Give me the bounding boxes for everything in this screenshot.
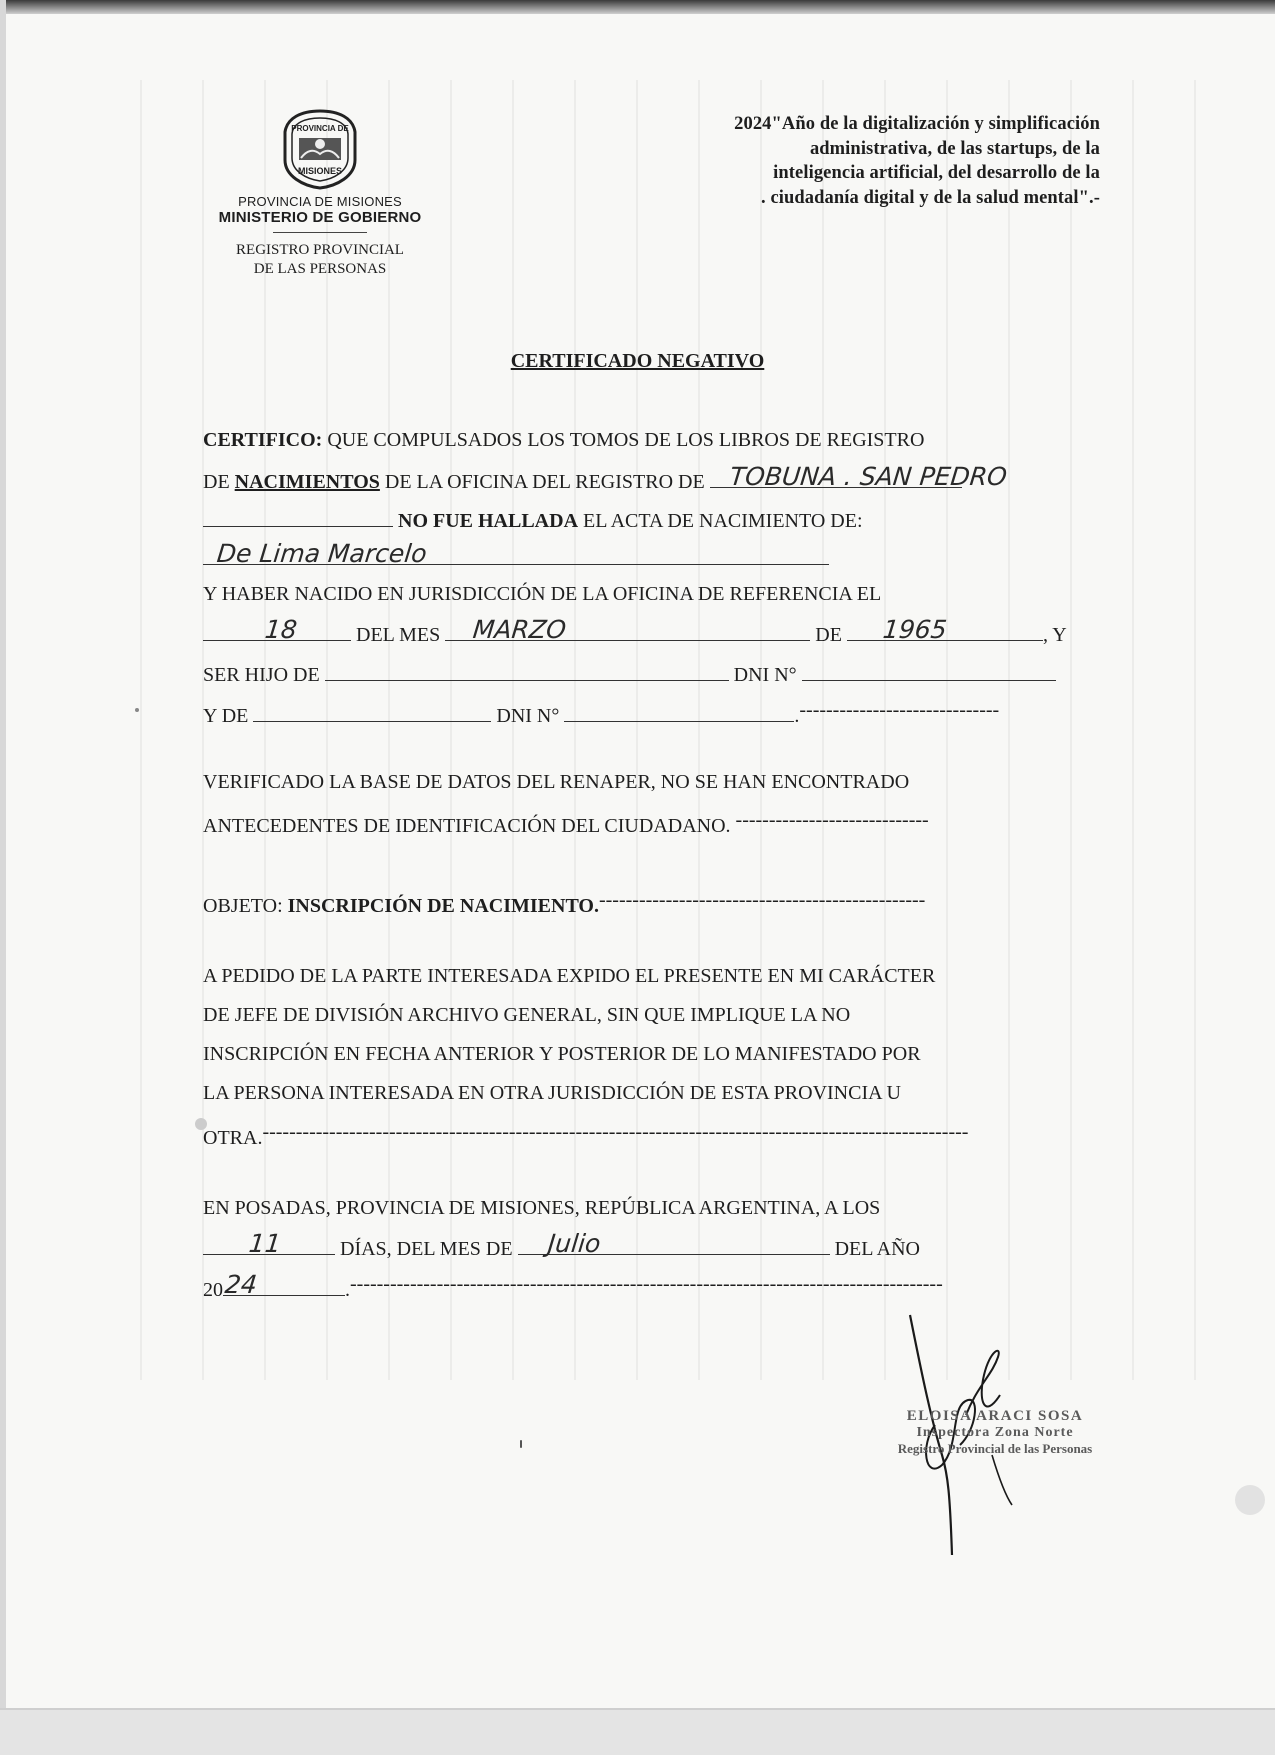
y-end-label: , Y	[1042, 624, 1067, 646]
otra-text: OTRA.	[203, 1127, 263, 1149]
renaper-line-1: VERIFICADO LA BASE DE DATOS DEL RENAPER, NO SE HAN ENCONTRADO	[203, 771, 910, 793]
certifico-line-1	[203, 428, 1103, 452]
expido-line-1: A PEDIDO DE LA PARTE INTERESADA EXPIDO EL PRESENTE EN MI CARÁCTER	[203, 965, 936, 987]
issue-day-handwritten: 11	[247, 1229, 283, 1258]
seal-text-top: PROVINCIA DE	[291, 124, 349, 133]
closing-line-3	[203, 1272, 1103, 1302]
certifico-line-7	[203, 660, 1103, 687]
mother-name-field	[253, 701, 491, 722]
motto-line-4: . ciudadanía digital y de la salud mental".-	[761, 187, 1100, 208]
certifico-line-4	[203, 539, 1103, 571]
scan-left-edge	[0, 0, 6, 1755]
registry-line-1: REGISTRO PROVINCIAL	[236, 242, 404, 258]
expido-line-5	[203, 1120, 1103, 1150]
renaper-line-2	[203, 808, 1103, 838]
birth-year-field	[847, 615, 1043, 644]
scan-speck	[195, 1118, 207, 1130]
scan-speck	[1235, 1485, 1265, 1515]
scan-speck	[135, 708, 139, 712]
certifico-line-3	[203, 506, 1103, 533]
birth-month-handwritten: MARZO	[471, 615, 568, 644]
birth-year-handwritten: 1965	[881, 615, 949, 644]
expido-line-3: INSCRIPCIÓN EN FECHA ANTERIOR Y POSTERIOR DE LO MANIFESTADO POR	[203, 1043, 921, 1065]
certifico-line-8	[203, 698, 1103, 728]
registry-office-text: DE LA OFICINA DEL REGISTRO DE	[379, 471, 710, 493]
province-name: PROVINCIA DE MISIONES	[238, 194, 402, 209]
birth-day-field	[203, 615, 351, 644]
person-name-handwritten: De Lima Marcelo	[215, 539, 429, 568]
year-motto	[560, 112, 1100, 210]
certifico-line-6	[203, 615, 1103, 647]
y-de-label: Y DE	[203, 705, 254, 727]
line-8-dot: .	[794, 705, 800, 727]
issue-month-handwritten: Julio	[546, 1229, 602, 1258]
issue-day-field	[203, 1229, 335, 1258]
nacimientos-label: NACIMIENTOS	[234, 471, 380, 493]
closing-dashes: -----------------------------------------------------------------------------------------	[350, 1273, 943, 1295]
closing-line-1: EN POSADAS, PROVINCIA DE MISIONES, REPÚBLICA ARGENTINA, A LOS	[203, 1197, 881, 1219]
issue-year-field	[223, 1270, 345, 1299]
registry-office-field	[710, 462, 1009, 491]
motto-line-2: administrativa, de las startups, de la	[809, 138, 1100, 159]
stamp-office: Registro Provincial de las Personas	[897, 1441, 1093, 1456]
expido-line-4: LA PERSONA INTERESADA EN OTRA JURISDICCIÓN DE ESTA PROVINCIA U	[203, 1082, 901, 1104]
objeto-line	[203, 888, 1103, 918]
de-year-label: DE	[810, 624, 847, 646]
issue-month-field	[518, 1229, 830, 1258]
motto-line-3: inteligencia artificial, del desarrollo de la	[773, 163, 1100, 183]
dias-del-mes-label: DÍAS, DEL MES DE	[335, 1238, 518, 1260]
father-name-field	[325, 660, 729, 681]
father-dni-label: DNI N°	[728, 664, 797, 686]
scan-bottom-edge	[0, 1708, 1275, 1755]
father-dni-field	[802, 660, 1056, 681]
renaper-text: ANTECEDENTES DE IDENTIFICACIÓN DEL CIUDADANO.	[203, 815, 736, 837]
year-prefix: 20	[203, 1279, 223, 1301]
del-ano-label: DEL AÑO	[829, 1238, 920, 1260]
certifico-line-5	[203, 582, 1103, 606]
ser-hijo-de-label: SER HIJO DE	[203, 664, 325, 686]
expido-line-2: DE JEFE DE DIVISIÓN ARCHIVO GENERAL, SIN QUE IMPLIQUE LA NO	[203, 1004, 851, 1026]
otra-dashes: ----------------------------------------------------------------------------------------------------------	[262, 1121, 969, 1143]
line-8-dashes: ------------------------------	[799, 699, 1000, 721]
birth-day-handwritten: 18	[263, 615, 299, 644]
acta-text: EL ACTA DE NACIMIENTO DE:	[578, 510, 863, 532]
registry-line-2: DE LAS PERSONAS	[253, 261, 387, 277]
seal-text-bottom: MISIONES	[297, 166, 343, 176]
mother-dni-field	[564, 701, 794, 722]
birth-month-field	[445, 615, 810, 644]
ministry-name: MINISTERIO DE GOBIERNO	[218, 209, 422, 226]
official-stamp	[880, 1408, 1110, 1457]
stamp-role: Inspectora Zona Norte	[916, 1425, 1074, 1440]
ministry-underline	[273, 232, 367, 233]
mother-dni-label: DNI N°	[491, 705, 565, 727]
document-title: CERTIFICADO NEGATIVO	[510, 350, 765, 372]
registry-office-handwritten: TOBUNA . SAN PEDRO	[728, 462, 1009, 491]
closing-line-2	[203, 1229, 1103, 1261]
objeto-value: INSCRIPCIÓN DE NACIMIENTO.	[287, 895, 599, 917]
provincial-seal-icon	[275, 108, 365, 190]
closing-dot: .	[345, 1279, 350, 1301]
objeto-dashes: -------------------------------------------------	[598, 889, 926, 911]
de-label: DE	[203, 471, 235, 493]
del-mes-label: DEL MES	[351, 624, 446, 646]
renaper-dashes: -----------------------------	[735, 809, 929, 831]
issue-year-handwritten: 24	[223, 1270, 259, 1299]
scan-speck	[520, 1440, 522, 1448]
leading-blank-field	[203, 506, 393, 527]
objeto-label: OBJETO:	[203, 895, 288, 917]
scan-top-edge	[0, 0, 1275, 14]
certifico-label: CERTIFICO:	[203, 429, 323, 451]
motto-line-1: 2024"Año de la digitalización y simplificación	[734, 114, 1100, 134]
jurisdiction-text: Y HABER NACIDO EN JURISDICCIÓN DE LA OFICINA DE REFERENCIA EL	[203, 583, 882, 605]
header-block	[190, 108, 450, 279]
stamp-name: ELOISA ARACI SOSA	[906, 1408, 1084, 1424]
person-name-field	[203, 539, 829, 568]
no-fue-hallada-label: NO FUE HALLADA	[398, 510, 579, 532]
certifico-text: QUE COMPULSADOS LOS TOMOS DE LOS LIBROS DE REGISTRO	[322, 429, 925, 451]
certifico-line-2	[203, 462, 1103, 494]
